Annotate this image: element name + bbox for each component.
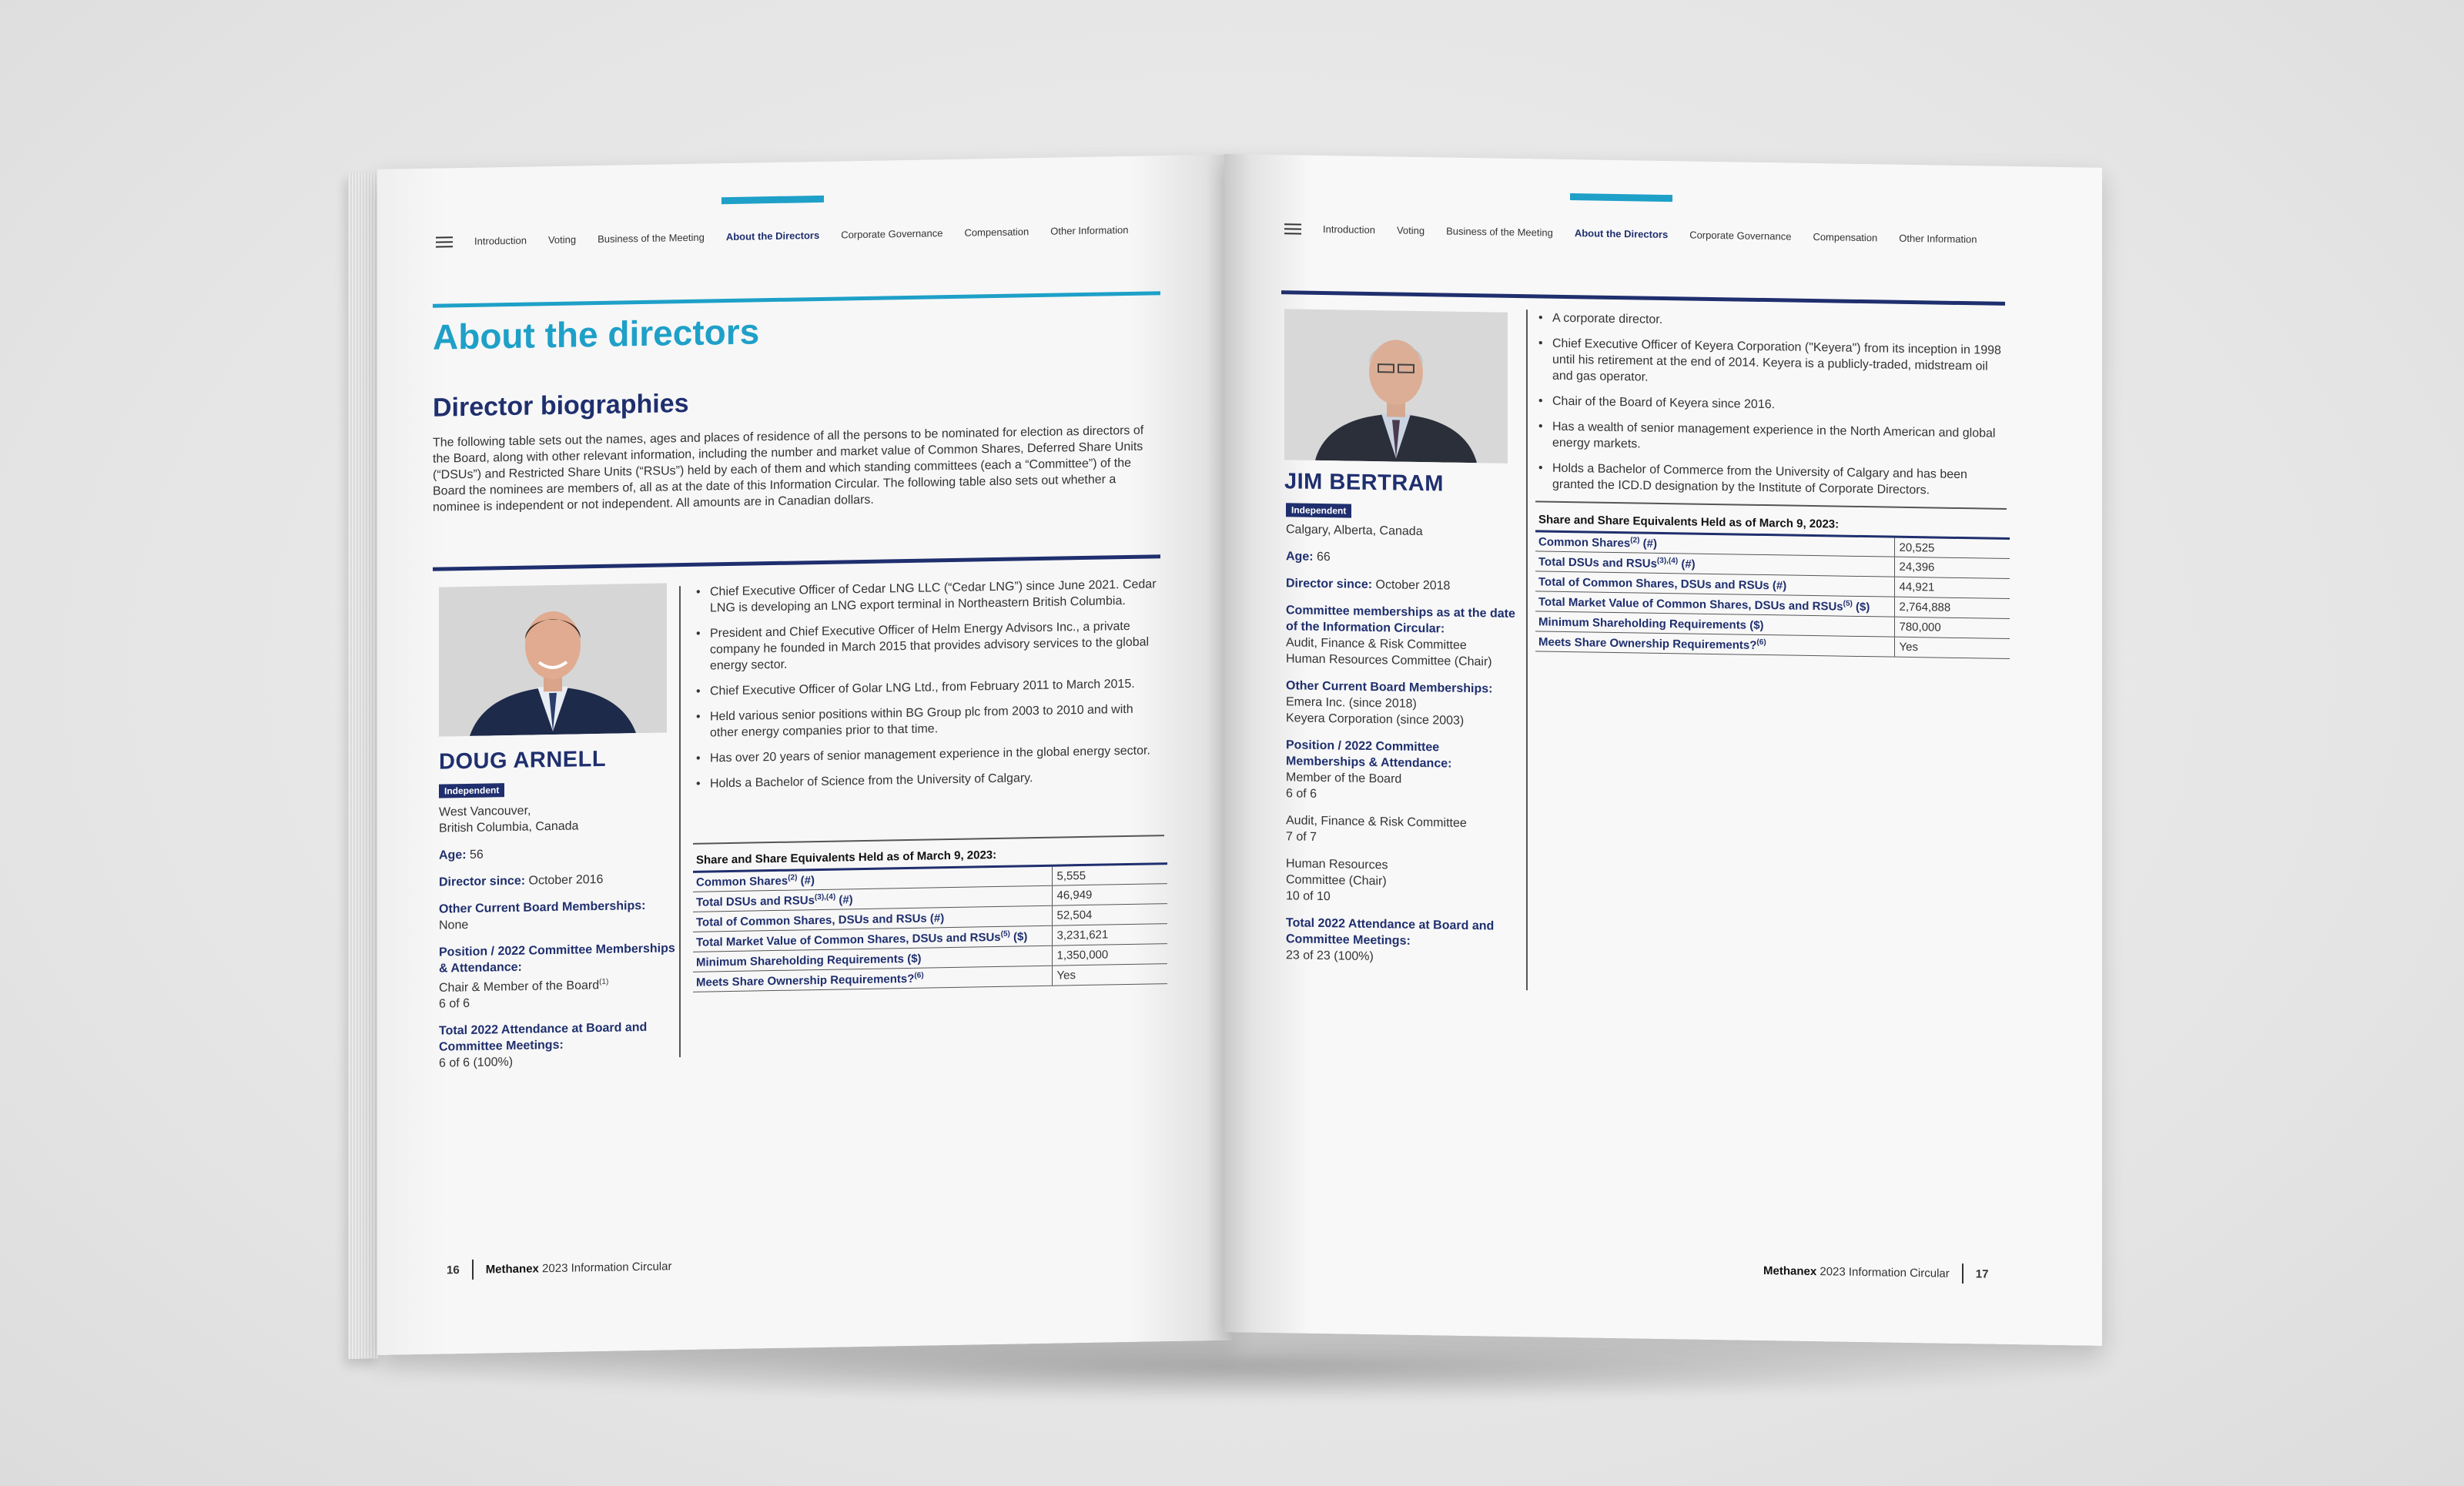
row-value: 52,504 [1052, 904, 1167, 926]
other-board-1: Emera Inc. (since 2018) [1286, 695, 1417, 711]
nav-other-info[interactable]: Other Information [1899, 232, 1977, 246]
menu-icon[interactable] [436, 236, 453, 247]
age-label: Age: [1286, 550, 1314, 564]
title-rule [433, 291, 1160, 307]
intro-paragraph: The following table sets out the names, ages and places of residence of all the persons to be nominated for election as directors of the Board, along with other relevant information, including the number and market value of Common Shares, Deferred Share Units (“DSUs”) and Restricted Share Units (“RSUs”) held by each of them and which standing committees (each a “Committee”) of the Board the nominees are members of, all as at the date of this Information Circular. The following table also sets out whether a nominee is independent or not independent. All amounts are in Canadian dollars. [433, 423, 1144, 514]
bio-bullet: • Chair of the Board of Keyera since 2016. [1535, 393, 2007, 417]
page-footer-right [1763, 1260, 1988, 1284]
row-value: Yes [1052, 964, 1167, 986]
residence: Calgary, Alberta, Canada [1286, 523, 1423, 539]
director-name: DOUG ARNELL [439, 746, 607, 775]
nav-business[interactable]: Business of the Meeting [598, 231, 705, 246]
page-footer-left [447, 1256, 671, 1280]
share-table-title: Share and Share Equivalents Held as of March 9, 2023: [1538, 513, 1840, 531]
since-value: October 2016 [525, 872, 604, 888]
row-label: Meets Share Ownership Requirements?$^{(6)}$ [1535, 631, 1894, 657]
since-value: October 2018 [1372, 578, 1451, 593]
committee-2: Human Resources Committee (Chair) [1286, 652, 1492, 669]
attendance-value: 6 of 6 (100%) [439, 1056, 514, 1070]
age-label: Age: [439, 848, 467, 862]
position-value: Chair & Member of the Board [439, 979, 600, 995]
age-value: 66 [1313, 550, 1331, 564]
page-edges [348, 172, 379, 1359]
nav-business[interactable]: Business of the Meeting [1446, 225, 1553, 239]
committee-label: Committee memberships as at the date of the Information Circular: [1286, 604, 1515, 636]
section-rule [433, 554, 1160, 571]
residence-line-2: British Columbia, Canada [439, 819, 579, 835]
bio-bullet: • Has over 20 years of senior management experience in the global energy sector. [693, 742, 1164, 767]
nav-governance[interactable]: Corporate Governance [841, 227, 943, 241]
row-value: Yes [1894, 637, 2010, 658]
page-number: 17 [1975, 1267, 1989, 1281]
position-hr-chair: Committee (Chair) [1286, 873, 1387, 889]
row-label: Total Market Value of Common Shares, DSUs and RSUs$^{(5)}$ ($) [1535, 591, 1894, 617]
director-details [439, 800, 678, 1083]
row-label: Minimum Shareholding Requirements ($) [693, 945, 1052, 972]
column-divider [679, 586, 681, 1057]
row-value: 20,525 [1894, 537, 2010, 558]
row-label: Common Shares$^{(2)}$ (#) [693, 865, 1052, 892]
age-value: 56 [466, 848, 484, 862]
row-label: Total of Common Shares, DSUs and RSUs (#) [693, 905, 1052, 932]
position-audit: Audit, Finance & Risk Committee [1286, 814, 1467, 830]
nav-introduction[interactable]: Introduction [1323, 223, 1375, 236]
bio-bullet: • Chief Executive Officer of Keyera Corporation ("Keyera") from its inception in 1998 until his retirement at the end of 2014. Keyera is a publicly-traded, midstream oil and gas operator. [1535, 335, 2007, 391]
director-photo [439, 583, 667, 736]
nav-other-info[interactable]: Other Information [1050, 223, 1129, 237]
bio-bullets [1535, 310, 2007, 509]
position-label: Position / 2022 Committee Memberships & Attendance: [439, 942, 675, 976]
menu-icon[interactable] [1284, 223, 1301, 234]
row-label: Minimum Shareholding Requirements ($) [1535, 611, 1894, 637]
director-name: JIM BERTRAM [1284, 469, 1444, 497]
row-value: 46,949 [1052, 884, 1167, 906]
table-rule [693, 835, 1164, 845]
footer-brand: Methanex [485, 1261, 539, 1277]
bio-bullet: • Has a wealth of senior management experience in the North American and global energy markets. [1535, 418, 2007, 458]
position-board: Member of the Board [1286, 771, 1402, 786]
bio-bullet: • President and Chief Executive Officer of Helm Energy Advisors Inc., a private company he founded in March 2015 that provides advisory services to the global energy sector. [693, 617, 1164, 674]
position-hr: Human Resources [1286, 857, 1388, 872]
row-value: 780,000 [1894, 617, 2010, 638]
other-board-2: Keyera Corporation (since 2003) [1286, 711, 1465, 728]
left-page [377, 155, 1232, 1355]
bio-bullet: • Holds a Bachelor of Commerce from the University of Calgary and has been granted the ICD.D designation by the Institute of Corporate Directors. [1535, 460, 2007, 500]
top-nav-right [1284, 223, 1977, 245]
row-value: 5,555 [1052, 864, 1167, 886]
bio-bullet: • Held various senior positions within BG Group plc from 2003 to 2010 and with other energy companies prior to that time. [693, 701, 1164, 741]
nav-about-directors[interactable]: About the Directors [725, 229, 820, 243]
nav-voting[interactable]: Voting [1396, 224, 1425, 237]
bio-bullet: • Chief Executive Officer of Cedar LNG LLC (“Cedar LNG”) since June 2021. Cedar LNG is developing an LNG export terminal in Northeastern British Columbia. [693, 576, 1164, 617]
nav-about-directors[interactable]: About the Directors [1574, 227, 1669, 241]
attendance-label: Total 2022 Attendance at Board and Committee Meetings: [1286, 916, 1495, 948]
other-boards-label: Other Current Board Memberships: [1286, 679, 1493, 696]
row-label: Meets Share Ownership Requirements?$^{(6)}$ [693, 966, 1052, 992]
attendance-label: Total 2022 Attendance at Board and Committee Meetings: [439, 1021, 648, 1054]
director-photo [1284, 309, 1508, 464]
other-boards-label: Other Current Board Memberships: [439, 899, 646, 916]
row-value: 24,396 [1894, 557, 2010, 578]
page-number: 16 [447, 1263, 460, 1277]
right-page [1224, 154, 2102, 1346]
footer-brand: Methanex [1763, 1263, 1817, 1278]
nav-governance[interactable]: Corporate Governance [1689, 229, 1792, 243]
share-table [693, 862, 1167, 992]
bio-bullet: • Chief Executive Officer of Golar LNG Ltd., from February 2011 to March 2015. [693, 675, 1164, 700]
bio-bullet: • A corporate director. [1535, 310, 2007, 333]
position-hr-attendance: 10 of 10 [1286, 889, 1331, 904]
independent-badge: Independent [1286, 503, 1351, 517]
independent-badge: Independent [439, 783, 504, 798]
bio-bullets [693, 576, 1164, 802]
section-title: Director biographies [433, 388, 689, 423]
other-boards-value: None [439, 918, 469, 932]
director-details [1286, 521, 1517, 978]
since-label: Director since: [439, 874, 526, 889]
position-footnote: (1) [599, 977, 609, 986]
share-table [1535, 530, 2010, 659]
position-label: Position / 2022 Committee Memberships & Attendance: [1286, 738, 1452, 771]
row-label: Total Market Value of Common Shares, DSUs and RSUs$^{(5)}$ ($) [693, 925, 1052, 952]
nav-compensation[interactable]: Compensation [1813, 231, 1878, 244]
footer-text: 2023 Information Circular [538, 1259, 672, 1275]
nav-voting[interactable]: Voting [547, 233, 577, 246]
nav-compensation[interactable]: Compensation [964, 226, 1029, 239]
section-rule [1281, 290, 2005, 306]
top-nav-left [436, 224, 1128, 248]
attendance-value: 23 of 23 (100%) [1286, 949, 1374, 964]
position-attendance: 6 of 6 [439, 997, 470, 1011]
footer-text: 2023 Information Circular [1816, 1264, 1950, 1280]
nav-introduction[interactable]: Introduction [474, 234, 527, 247]
share-table-title: Share and Share Equivalents Held as of March 9, 2023: [696, 848, 997, 867]
residence-line-1: West Vancouver, [439, 804, 531, 819]
row-value: 44,921 [1894, 577, 2010, 598]
row-label: Total DSUs and RSUs$^{(3),(4)}$ (#) [693, 885, 1052, 912]
row-label: Total of Common Shares, DSUs and RSUs (#) [1535, 571, 1894, 597]
bio-bullet: • Holds a Bachelor of Science from the University of Calgary. [693, 768, 1164, 792]
position-audit-attendance: 7 of 7 [1286, 830, 1317, 844]
row-value: 3,231,621 [1052, 924, 1167, 946]
position-board-attendance: 6 of 6 [1286, 787, 1317, 801]
row-value: 2,764,888 [1894, 597, 2010, 618]
committee-1: Audit, Finance & Risk Committee [1286, 636, 1467, 652]
page-title: About the directors [433, 311, 760, 357]
row-value: 1,350,000 [1052, 944, 1167, 966]
column-divider [1526, 310, 1528, 990]
since-label: Director since: [1286, 577, 1373, 592]
row-label: Total DSUs and RSUs$^{(3),(4)}$ (#) [1535, 551, 1894, 577]
row-label: Common Shares$^{(2)}$ (#) [1535, 531, 1894, 557]
